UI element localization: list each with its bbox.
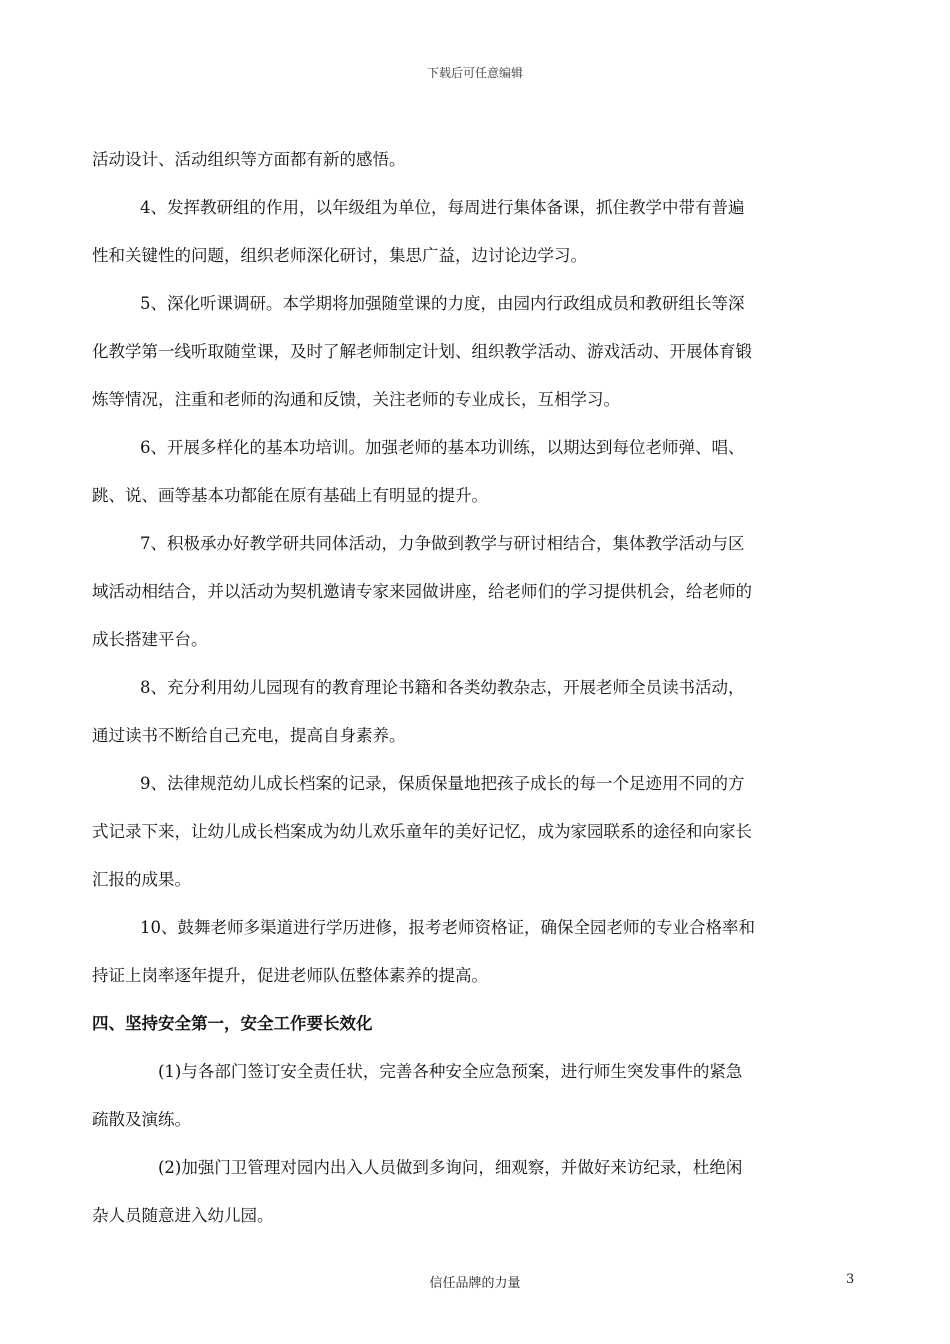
paragraph-line: 8、充分利用幼儿园现有的教育理论书籍和各类幼教杂志，开展老师全员读书活动， <box>140 678 745 697</box>
section-heading: 四、坚持安全第一，安全工作要长效化 <box>92 1014 373 1033</box>
paragraph-line: 持证上岗率逐年提升，促进老师队伍整体素养的提高。 <box>92 966 488 985</box>
paragraph-line: 疏散及演练。 <box>92 1110 191 1129</box>
paragraph-line: (1)与各部门签订安全责任状，完善各种安全应急预案，进行师生突发事件的紧急 <box>158 1062 743 1081</box>
paragraph-line: 式记录下来，让幼儿成长档案成为幼儿欢乐童年的美好记忆，成为家园联系的途径和向家长 <box>92 822 752 841</box>
paragraph-line: 9、法律规范幼儿成长档案的记录，保质保量地把孩子成长的每一个足迹用不同的方 <box>140 774 745 793</box>
paragraph-line: 5、深化听课调研。本学期将加强随堂课的力度，由园内行政组成员和教研组长等深 <box>140 294 745 313</box>
page-number: 3 <box>846 1272 855 1287</box>
page-header: 下载后可任意编辑 <box>426 66 523 80</box>
paragraph-line: 活动设计、活动组织等方面都有新的感悟。 <box>92 150 406 169</box>
paragraph-line: 成长搭建平台。 <box>92 630 208 649</box>
paragraph-line: 性和关键性的问题，组织老师深化研讨，集思广益，边讨论边学习。 <box>92 246 587 265</box>
paragraph-line: 域活动相结合，并以活动为契机邀请专家来园做讲座，给老师们的学习提供机会，给老师的 <box>92 582 752 601</box>
paragraph-line: 4、发挥教研组的作用，以年级组为单位，每周进行集体备课，抓住教学中带有普遍 <box>140 198 745 217</box>
page-footer: 信任品牌的力量 <box>429 1276 521 1291</box>
paragraph-line: 6、开展多样化的基本功培训。加强老师的基本功训练，以期达到每位老师弹、唱、 <box>140 438 745 457</box>
paragraph-line: 10、鼓舞老师多渠道进行学历进修，报考老师资格证，确保全园老师的专业合格率和 <box>140 918 755 937</box>
paragraph-line: 7、积极承办好教学研共同体活动，力争做到教学与研讨相结合，集体教学活动与区 <box>140 534 745 553</box>
paragraph-line: 炼等情况，注重和老师的沟通和反馈，关注老师的专业成长，互相学习。 <box>92 390 620 409</box>
paragraph-line: 杂人员随意进入幼儿园。 <box>92 1206 274 1225</box>
paragraph-line: 通过读书不断给自己充电，提高自身素养。 <box>92 726 406 745</box>
document-body <box>92 140 860 1244</box>
paragraph-line: 汇报的成果。 <box>92 870 191 889</box>
paragraph-line: 跳、说、画等基本功都能在原有基础上有明显的提升。 <box>92 486 488 505</box>
paragraph-line: (2)加强门卫管理对园内出入人员做到多询问，细观察，并做好来访纪录，杜绝闲 <box>158 1158 743 1177</box>
paragraph-line: 化教学第一线听取随堂课，及时了解老师制定计划、组织教学活动、游戏活动、开展体育锻 <box>92 342 752 361</box>
